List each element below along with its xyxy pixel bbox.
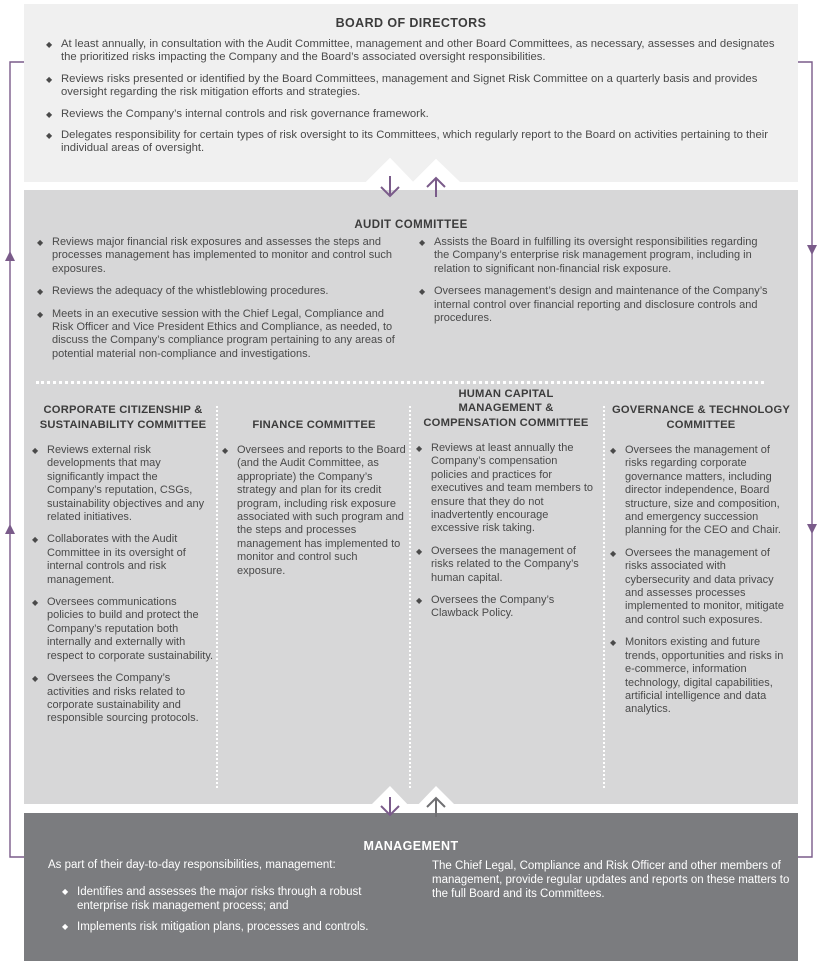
committee-item: ◆ Oversees the Company’s Clawback Policy. <box>416 594 596 621</box>
committee-item: ◆ Reviews at least annually the Company’s compensation policies and practices for executives and team members to ensure that they do not inadvertently encourage excessive risk taking. <box>416 442 596 536</box>
board-item: ◆ Delegates responsibility for certain types of risk oversight to its Committees, which regularly report to the Board on activities pertaining to their individual areas of oversight. <box>46 129 788 156</box>
management-updates-text: The Chief Legal, Compliance and Risk Officer and other members of management, provide regular updates and reports on these matters to the full Board and its Committees. <box>432 860 790 900</box>
down-arrowhead-icon <box>807 524 817 534</box>
up-arrowhead-icon <box>5 251 15 261</box>
committee-item: ◆ Monitors existing and future trends, opportunities and risks in e-commerce, information technology, digital capabilities, artificial intelligence and data analytics. <box>610 636 792 716</box>
audit-item: ◆ Reviews major financial risk exposures and assesses the steps and processes management has implemented to monitor and control such exposures. <box>37 236 407 276</box>
management-item: ◆ Identifies and assesses the major risks through a robust enterprise risk management process; and <box>62 885 392 913</box>
management-title: MANAGEMENT <box>363 839 459 853</box>
committee-title: CORPORATE CITIZENSHIP & SUSTAINABILITY COMMITTEE <box>39 404 207 431</box>
committee-item: ◆ Oversees the management of risks regarding corporate governance matters, including director independence, Board structure, size and composition, and emergency succession planning for the CEO and Chair. <box>610 444 792 538</box>
committee-item: ◆ Reviews external risk developments that may significantly impact the Company’s reputation, CSGs, sustainability objectives and any related initiatives. <box>32 444 214 524</box>
audit-item: ◆ Oversees management’s design and maintenance of the Company’s internal control over financial reporting and disclosure controls and procedures. <box>419 285 769 325</box>
committee-title: FINANCE COMMITTEE <box>252 418 376 431</box>
board-item: ◆ At least annually, in consultation with the Audit Committee, management and other Board Committees, as necessary, assesses and designates the prioritized risks impacting the Company and the Board’s associated oversight responsibilities. <box>46 38 788 65</box>
board-item: ◆ Reviews the Company’s internal controls and risk governance framework. <box>46 108 788 121</box>
committee-title: HUMAN CAPITAL MANAGEMENT & COMPENSATION COMMITTEE <box>423 387 589 429</box>
committee-item: ◆ Oversees communications policies to build and protect the Company’s reputation both internally and externally with respect to corporate sustainability. <box>32 596 214 663</box>
up-arrowhead-icon <box>5 524 15 534</box>
down-arrowhead-icon <box>807 245 817 255</box>
audit-title: AUDIT COMMITTEE <box>354 219 468 231</box>
management-intro: As part of their day-to-day responsibilities, management: <box>48 859 336 871</box>
committee-item: ◆ Collaborates with the Audit Committee in its oversight of internal controls and risk management. <box>32 533 214 587</box>
right-flow-line <box>798 62 817 857</box>
management-item: ◆ Implements risk mitigation plans, processes and controls. <box>62 920 392 934</box>
committee-item: ◆ Oversees the management of risks related to the Company’s human capital. <box>416 545 596 585</box>
board-item: ◆ Reviews risks presented or identified by the Board Committees, management and Signet Risk Committee on a quarterly basis and provides oversight regarding the risk mitigation efforts and strategies. <box>46 73 788 100</box>
audit-item: ◆ Reviews the adequacy of the whistleblowing procedures. <box>37 285 407 298</box>
audit-item: ◆ Assists the Board in fulfilling its oversight responsibilities regarding the Company’s enterprise risk management program, including in relation to significant non-financial risk exposure. <box>419 236 769 276</box>
notch-bottom <box>364 786 462 812</box>
committee-item: ◆ Oversees the management of risks associated with cybersecurity and data privacy and assesses processes implemented to monitor, mitigate and control such exposures. <box>610 547 792 627</box>
board-title: BOARD OF DIRECTORS <box>335 16 487 30</box>
committee-title: GOVERNANCE & TECHNOLOGY COMMITTEE <box>611 404 791 431</box>
committee-item: ◆ Oversees the Company’s activities and risks related to corporate sustainability and responsible sourcing protocols. <box>32 672 214 726</box>
committee-item: ◆ Oversees and reports to the Board (and the Audit Committee, as appropriate) the Company’s strategy and plan for its credit program, including risk exposure associated with such program and the steps and processes management has implemented to monitor and control such exposure. <box>222 444 406 578</box>
audit-item: ◆ Meets in an executive session with the Chief Legal, Compliance and Risk Officer and Vice President Ethics and Compliance, as needed, to discuss the Company’s compliance program pertaining to any areas of potential material non-compliance and investigations. <box>37 308 407 362</box>
left-flow-line <box>5 62 24 857</box>
